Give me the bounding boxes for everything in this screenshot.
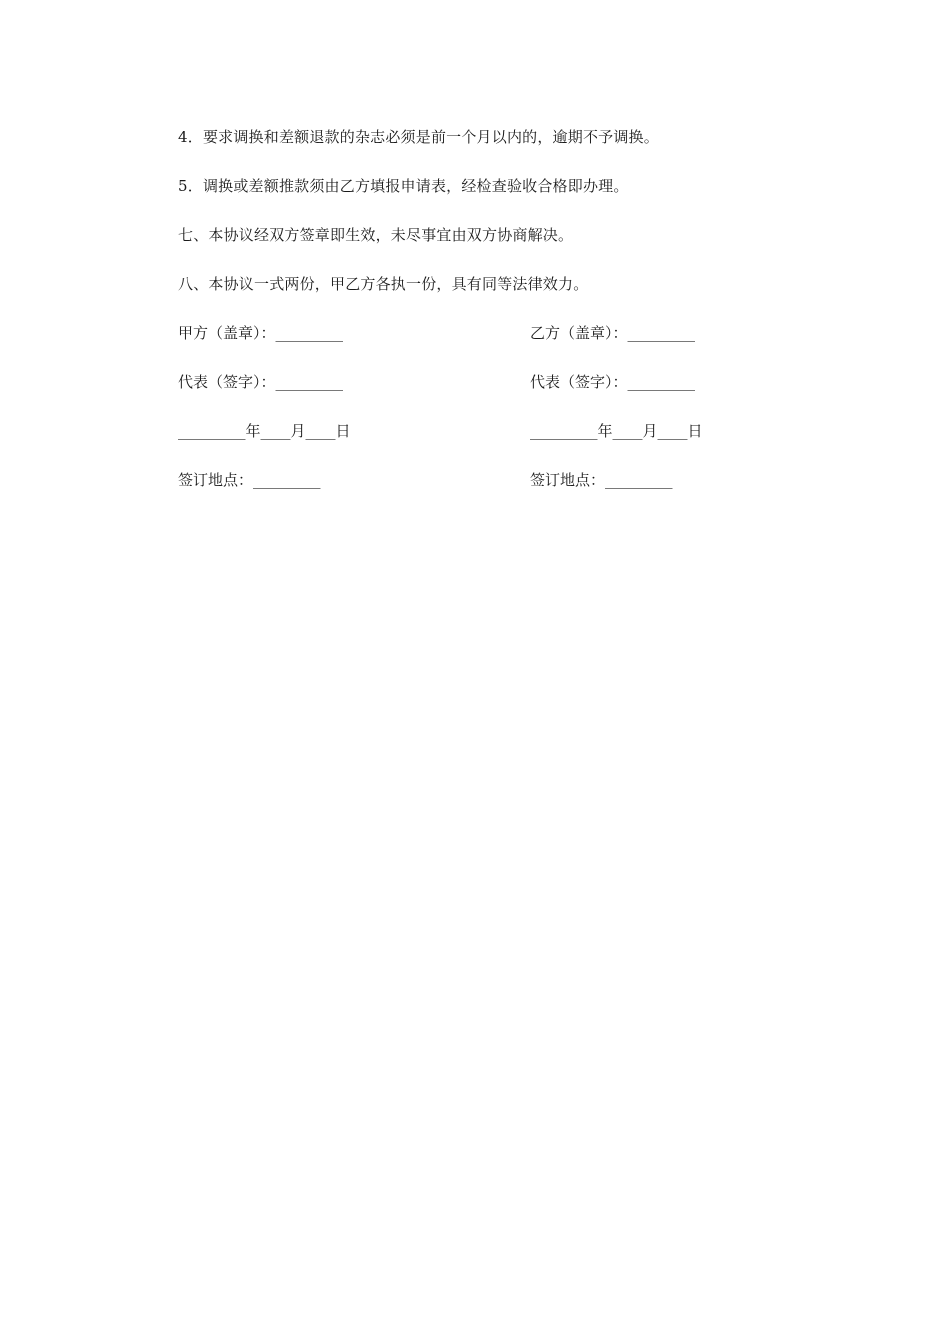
clause-7-effectiveness: 七、本协议经双方签章即生效，未尽事宜由双方协商解决。 xyxy=(178,226,574,244)
party-a-place-field: 签订地点：_________ xyxy=(178,471,321,489)
party-b-date-field: _________年____月____日 xyxy=(530,422,703,440)
party-a-date-field: _________年____月____日 xyxy=(178,422,351,440)
party-b-representative-field: 代表（签字）：_________ xyxy=(530,373,696,391)
clause-5-exchange-procedure: 5．调换或差额推款须由乙方填报申请表，经检查验收合格即办理。 xyxy=(178,177,629,195)
party-b-seal-field: 乙方（盖章）：_________ xyxy=(530,324,696,342)
party-b-place-field: 签订地点：_________ xyxy=(530,471,673,489)
clause-4-exchange-period: 4．要求调换和差额退款的杂志必须是前一个月以内的，逾期不予调换。 xyxy=(178,128,659,146)
signature-row-seal xyxy=(178,323,738,343)
party-a-representative-field: 代表（签字）：_________ xyxy=(178,373,344,391)
signature-row-place xyxy=(178,470,738,490)
clause-8-copies: 八、本协议一式两份，甲乙方各执一份，具有同等法律效力。 xyxy=(178,275,589,293)
signature-row-date xyxy=(178,421,738,441)
party-a-seal-field: 甲方（盖章）：_________ xyxy=(178,324,344,342)
signature-row-representative xyxy=(178,372,738,392)
